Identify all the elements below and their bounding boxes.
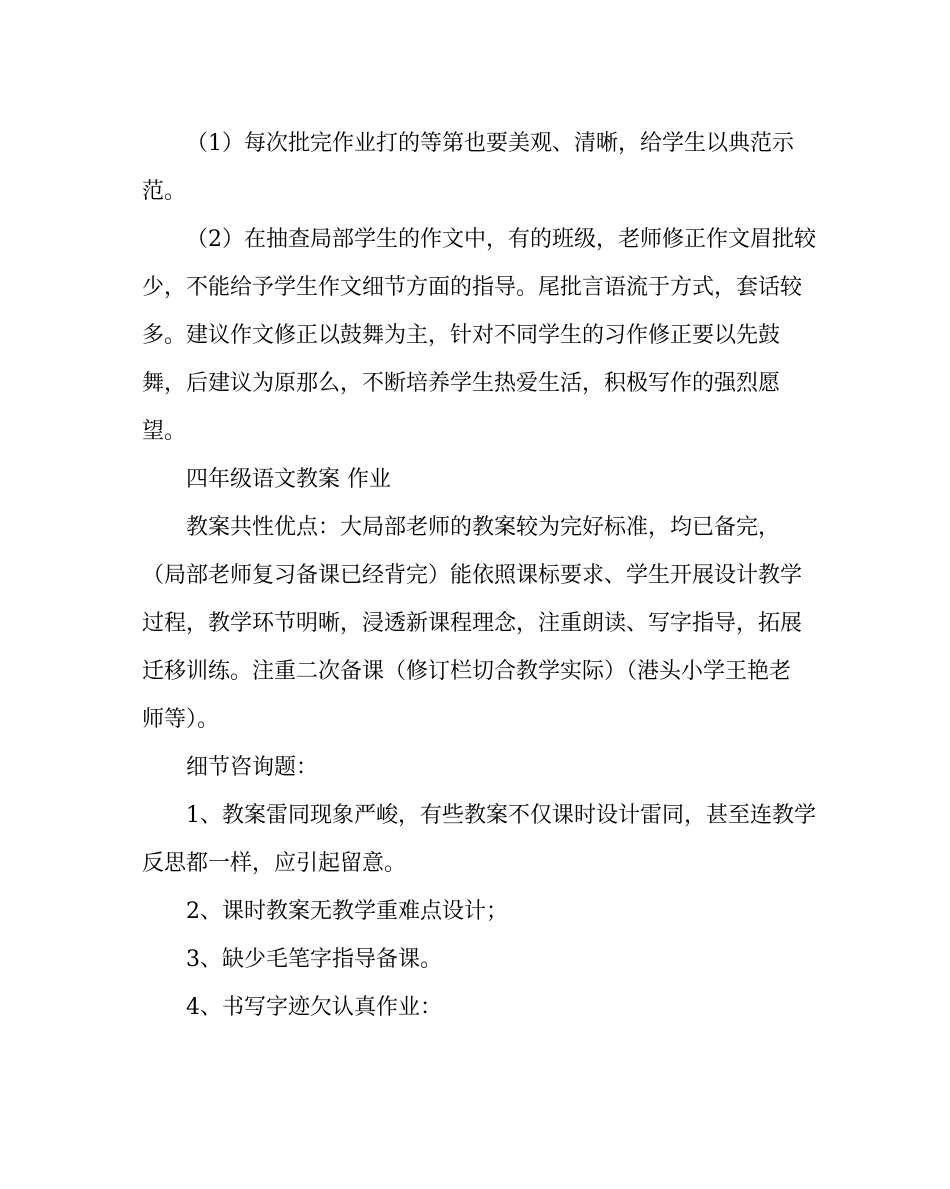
paragraph-2 xyxy=(142,216,816,456)
list-item-1 xyxy=(142,792,816,888)
text-line: 多。建议作文修正以鼓舞为主，针对不同学生的习作修正要以先鼓 xyxy=(142,323,781,348)
text-line: 4、书写字迹欠认真作业： xyxy=(186,995,442,1020)
text-line: 3、缺少毛笔字指导备课。 xyxy=(186,947,442,972)
text-line: （1）每次批完作业打的等第也要美观、清晰，给学生以典范示 xyxy=(186,131,794,156)
text-line: 2、课时教案无教学重难点设计； xyxy=(186,899,508,924)
text-line: 少，不能给予学生作文细节方面的指导。尾批言语流于方式，套话较 xyxy=(142,275,803,300)
paragraph-3 xyxy=(142,504,812,744)
text-line: 1、教案雷同现象严峻，有些教案不仅课时设计雷同，甚至连教学 xyxy=(186,803,816,828)
text-line: 教案共性优点：大局部老师的教案较为完好标准，均已备完， xyxy=(186,515,781,540)
text-line: 四年级语文教案 作业 xyxy=(186,467,391,492)
list-item-4 xyxy=(142,984,812,1032)
text-line: 细节咨询题： xyxy=(186,755,319,780)
text-line: 望。 xyxy=(142,419,187,444)
text-line: 舞，后建议为原那么，不断培养学生热爱生活，积极写作的强烈愿 xyxy=(142,371,781,396)
text-line: 师等）。 xyxy=(142,707,220,732)
text-line: 范。 xyxy=(142,179,187,204)
section-heading xyxy=(142,456,812,504)
text-line: （局部老师复习备课已经背完）能依照课标要求、学生开展设计教学 xyxy=(142,563,803,588)
text-line: 过程，教学环节明晰，浸透新课程理念，注重朗读、写字指导，拓展 xyxy=(142,611,803,636)
list-item-2 xyxy=(142,888,812,936)
text-line: 迁移训练。注重二次备课（修订栏切合教学实际）（港头小学王艳老 xyxy=(142,659,792,684)
subheading-problems xyxy=(142,744,812,792)
paragraph-1 xyxy=(142,120,812,216)
document-body xyxy=(142,120,816,1032)
text-line: （2）在抽查局部学生的作文中，有的班级，老师修正作文眉批较 xyxy=(186,227,816,252)
text-line: 反思都一样，应引起留意。 xyxy=(142,851,407,876)
list-item-3 xyxy=(142,936,812,984)
